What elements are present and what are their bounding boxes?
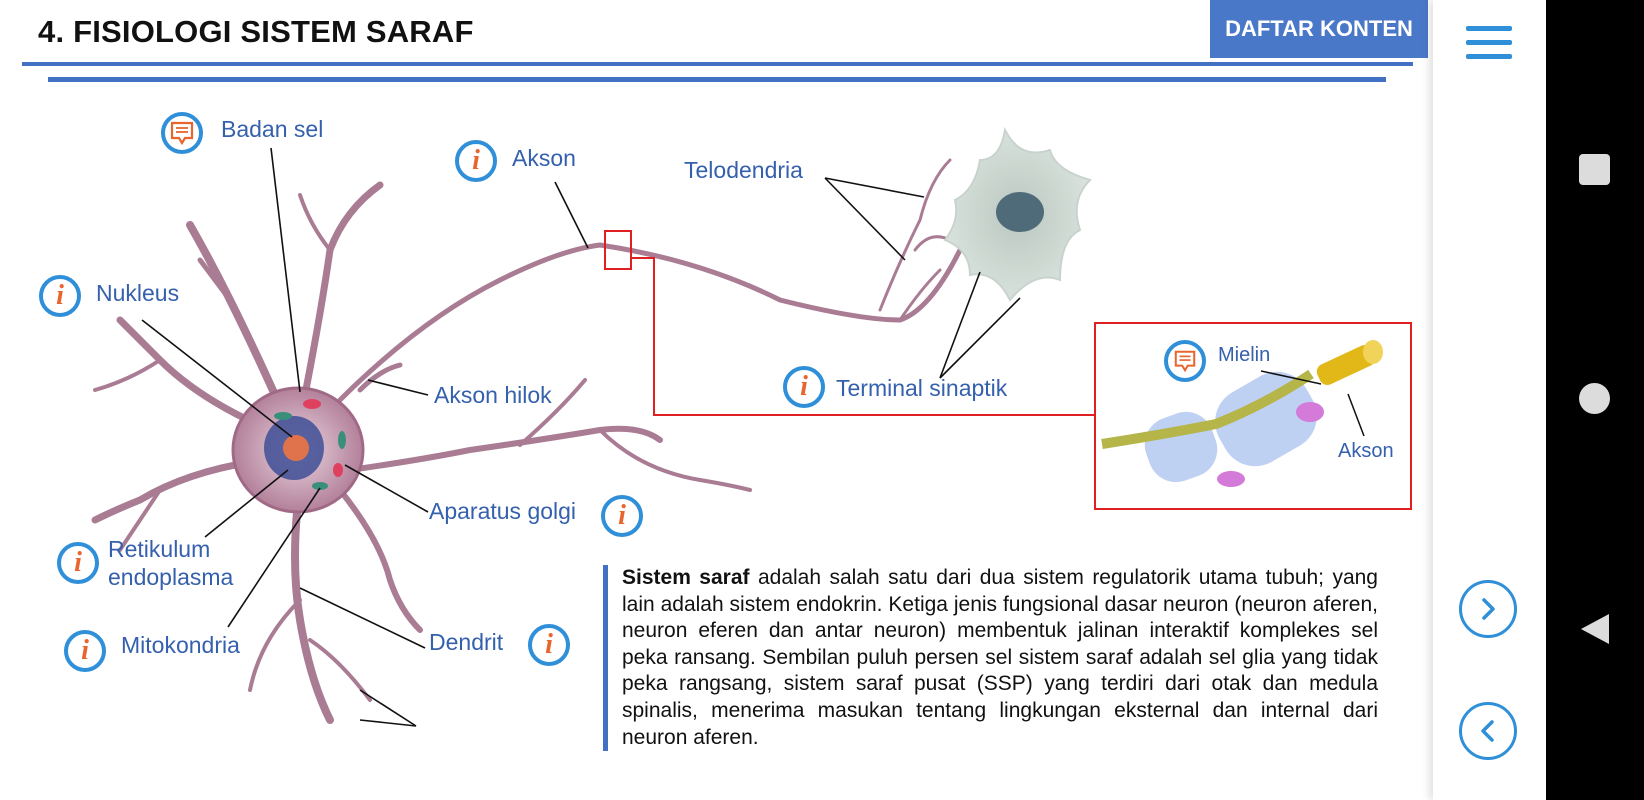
label-endoplasma: endoplasma bbox=[108, 564, 234, 590]
info-button-dendrit[interactable] bbox=[528, 624, 570, 666]
label-retikulum: Retikulum bbox=[108, 536, 211, 562]
golgi bbox=[333, 463, 343, 477]
label-aparatus-golgi: Aparatus golgi bbox=[429, 498, 577, 524]
label-mielin: Mielin bbox=[1218, 344, 1271, 366]
info-icon: i bbox=[64, 549, 92, 577]
page-title: 4. FISIOLOGI SISTEM SARAF bbox=[38, 14, 474, 49]
contents-button[interactable]: DAFTAR KONTEN bbox=[1210, 0, 1428, 58]
info-icon: i bbox=[535, 631, 563, 659]
note-icon bbox=[1173, 349, 1197, 373]
note-button-mielin[interactable] bbox=[1164, 340, 1206, 382]
description-text bbox=[603, 565, 1378, 751]
menu-icon[interactable] bbox=[1466, 26, 1512, 62]
mitochondrion bbox=[274, 412, 292, 420]
circle-icon[interactable] bbox=[1579, 383, 1610, 414]
chevron-left-icon bbox=[1476, 719, 1500, 743]
label-terminal-sinaptik: Terminal sinaptik bbox=[836, 375, 1008, 401]
description-paragraph bbox=[622, 565, 1378, 751]
label-akson-hilok: Akson hilok bbox=[434, 382, 552, 408]
label-badan-sel: Badan sel bbox=[221, 116, 324, 142]
info-button-akson[interactable] bbox=[455, 140, 497, 182]
description-rest: adalah salah satu dari dua sistem regulatorik utama tubuh; yang lain adalah sistem endokrin. Ketiga jenis fungsional dasar neuron (neuron aferen, neuron eferen dan antar neuron) membentuk jalinan interaktif komplekes sel peka ransang. Sembilan puluh persen sel sistem saraf adalah sel glia yang tidak peka rangsang, sistem saraf pusat (SSP) yang terdiri dari otak dan medula spinalis, menerima masukan tentang lingkungan eksternal dan internal dari neuron aferen. bbox=[622, 566, 1378, 749]
label-akson: Akson bbox=[512, 145, 576, 171]
next-page-button[interactable] bbox=[1459, 580, 1517, 638]
info-icon: i bbox=[46, 282, 74, 310]
info-button-retikulum[interactable] bbox=[57, 542, 99, 584]
mitochondrion bbox=[338, 431, 346, 449]
target-nucleus bbox=[996, 192, 1044, 232]
nucleolus bbox=[283, 435, 309, 461]
note-icon bbox=[169, 120, 195, 146]
label-dendrit: Dendrit bbox=[429, 629, 504, 655]
info-icon: i bbox=[790, 373, 818, 401]
golgi bbox=[303, 399, 321, 409]
side-navigation bbox=[1433, 0, 1546, 800]
label-akson-inset: Akson bbox=[1338, 440, 1394, 462]
description-lead: Sistem saraf bbox=[622, 566, 750, 589]
info-button-terminal-sinaptik[interactable] bbox=[783, 366, 825, 408]
triangle-back-icon[interactable] bbox=[1579, 612, 1611, 646]
label-telodendria: Telodendria bbox=[684, 157, 803, 183]
previous-page-button[interactable] bbox=[1459, 702, 1517, 760]
square-icon[interactable] bbox=[1579, 154, 1610, 185]
system-navigation-bar bbox=[1546, 0, 1644, 800]
info-button-aparatus-golgi[interactable] bbox=[601, 495, 643, 537]
info-icon: i bbox=[71, 637, 99, 665]
note-button-badan-sel[interactable] bbox=[161, 112, 203, 154]
info-button-mitokondria[interactable] bbox=[64, 630, 106, 672]
label-mitokondria: Mitokondria bbox=[121, 632, 240, 658]
info-button-nukleus[interactable] bbox=[39, 275, 81, 317]
info-icon: i bbox=[462, 147, 490, 175]
chevron-right-icon bbox=[1476, 597, 1500, 621]
label-nukleus: Nukleus bbox=[96, 280, 180, 306]
info-icon: i bbox=[608, 502, 636, 530]
myelin-inset bbox=[1094, 322, 1412, 510]
